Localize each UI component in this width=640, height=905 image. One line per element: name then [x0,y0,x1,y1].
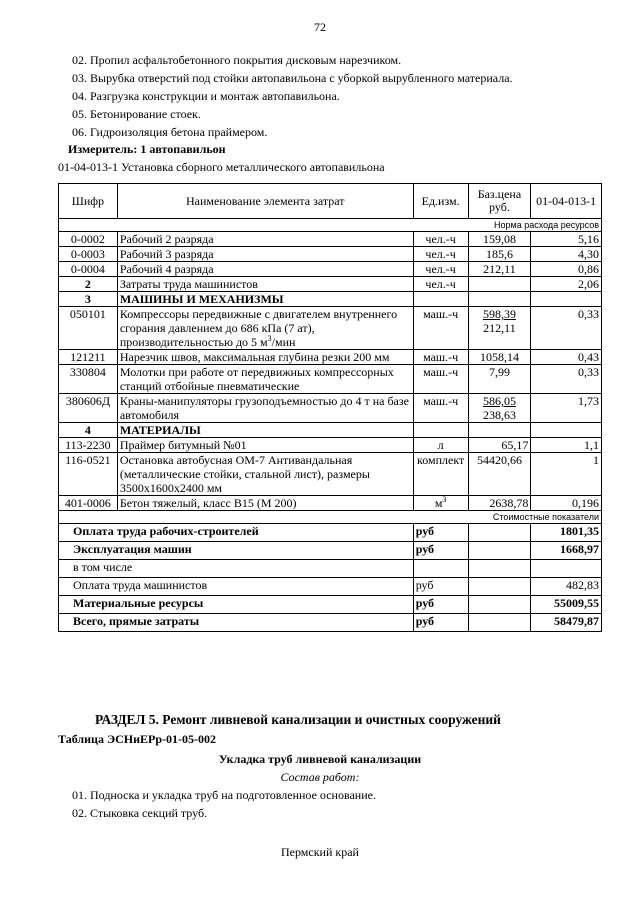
total-value: 1801,35 [531,524,602,542]
row-unit: маш.-ч [413,394,468,423]
table-row [59,453,602,496]
row-unit: маш.-ч [413,350,468,365]
total-value: 58479,87 [531,614,602,632]
row-price: 54420,66 [468,453,531,496]
row-name: МАТЕРИАЛЫ [117,423,413,438]
table-row [59,496,602,511]
row-name: Праймер битумный №01 [117,438,413,453]
cost-table [58,183,602,632]
row-unit: маш.-ч [413,365,468,394]
row-price: 1058,14 [468,350,531,365]
total-unit: руб [413,578,468,596]
row-code: 0-0004 [59,262,118,277]
table-row [59,307,602,350]
row-code: 0-0002 [59,232,118,247]
total-value: 55009,55 [531,596,602,614]
norm-caption-row [59,219,602,232]
total-row [59,596,602,614]
row-value: 1,73 [531,394,602,423]
row-code: 3 [59,292,118,307]
total-row [59,524,602,542]
norm-caption: Норма расхода ресурсов [59,219,602,232]
row-code: 4 [59,423,118,438]
total-value: 1668,97 [531,542,602,560]
total-value: 482,83 [531,578,602,596]
header-code: Шифр [59,184,118,219]
cost-caption: Стоимостные показатели [59,511,602,524]
row-code: 0-0003 [59,247,118,262]
total-unit: руб [413,596,468,614]
cost-caption-row [59,511,602,524]
total-label: Оплата труда рабочих-строителей [59,524,414,542]
header-name: Наименование элемента затрат [117,184,413,219]
table-row [59,365,602,394]
row-name: Рабочий 3 разряда [117,247,413,262]
table-row [59,438,602,453]
table-row [59,262,602,277]
page-number: 72 [314,20,326,34]
row-code: 116-0521 [59,453,118,496]
table-row [59,232,602,247]
total-label: Материальные ресурсы [59,596,414,614]
row-unit: комплект [413,453,468,496]
section-title: РАЗДЕЛ 5. Ремонт ливневой канализации и очистных сооружений [95,712,501,727]
total-unit: руб [413,524,468,542]
row-code: 050101 [59,307,118,350]
table-section-row [59,423,602,438]
row-price: 7,99 [468,365,531,394]
row-price: 212,11 [468,262,531,277]
row-code: 401-0006 [59,496,118,511]
row-name: Остановка автобусная ОМ-7 Антивандальная (металлические стойки, стальной лист), размеры 3500х1600х2400 мм [117,453,413,496]
total-row [59,542,602,560]
row-name: Молотки при работе от передвижных компрессорных станций отбойные пневматические [117,365,413,394]
item-code-title: 01-04-013-1 Установка сборного металлического автопавильона [58,160,385,174]
header-norm: 01-04-013-1 [531,184,602,219]
row-unit: маш.-ч [413,307,468,350]
row-code: 330804 [59,365,118,394]
header-unit: Ед.изм. [413,184,468,219]
row-value: 2,06 [531,277,602,292]
row-price [468,277,531,292]
table-row [59,247,602,262]
total-row [59,614,602,632]
row-code: 121211 [59,350,118,365]
footer-region: Пермский край [281,845,359,859]
row-name: Рабочий 2 разряда [117,232,413,247]
row-price: 598,39 212,11 [468,307,531,350]
row-name: Рабочий 4 разряда [117,262,413,277]
row-unit: чел.-ч [413,247,468,262]
work-item: 06. Гидроизоляция бетона праймером. [72,125,268,139]
work-item: 02. Пропил асфальтобетонного покрытия дисковым нарезчиком. [72,53,402,67]
work-item: 05. Бетонирование стоек. [72,107,201,121]
table-section-row [59,292,602,307]
total-label: в том числе [59,560,414,578]
row-value: 1,1 [531,438,602,453]
row-name: Компрессоры передвижные с двигателем внутреннего сгорания давлением до 686 кПа (7 ат), производительностью до 5 $м^3$/мин [117,307,413,350]
row-unit: чел.-ч [413,232,468,247]
total-unit: руб [413,614,468,632]
row-price: 159,08 [468,232,531,247]
row-name: Нарезчик швов, максимальная глубина резки 200 мм [117,350,413,365]
row-value: 5,16 [531,232,602,247]
row-name: Бетон тяжелый, класс В15 (М 200) [117,496,413,511]
total-label: Оплата труда машинистов [59,578,414,596]
composition-heading: Состав работ: [280,770,360,784]
row-name: МАШИНЫ И МЕХАНИЗМЫ [117,292,413,307]
total-unit: руб [413,542,468,560]
row-value: 0,33 [531,365,602,394]
work-item: 03. Вырубка отверстий под стойки автопавильона с уборкой вырубленного материала. [72,71,513,85]
row-unit: л [413,438,468,453]
row-unit: чел.-ч [413,277,468,292]
row-code: 2 [59,277,118,292]
row-value: 4,30 [531,247,602,262]
header-price: Баз.цена руб. [468,184,531,219]
row-value: 0,86 [531,262,602,277]
row-code: 113-2230 [59,438,118,453]
row-code: 380606Д [59,394,118,423]
total-label: Эксплуатация машин [59,542,414,560]
row-unit: чел.-ч [413,262,468,277]
row-name: Затраты труда машинистов [117,277,413,292]
work-item: 02. Стыковка секций труб. [72,806,208,820]
row-value: 1 [531,453,602,496]
table-row [59,350,602,365]
row-price: 65,17 [468,438,531,453]
table-row [59,394,602,423]
total-row [59,560,602,578]
row-name: Краны-манипуляторы грузоподъемностью до 4 т на базе автомобиля [117,394,413,423]
row-value: 0,33 [531,307,602,350]
table-row [59,277,602,292]
row-price: 185,6 [468,247,531,262]
work-item: 04. Разгрузка конструкции и монтаж автопавильона. [72,89,340,103]
work-item: 01. Подноска и укладка труб на подготовленное основание. [72,788,376,802]
total-label: Всего, прямые затраты [59,614,414,632]
row-value: 0,43 [531,350,602,365]
row-price: 2638,78 [468,496,531,511]
row-unit: $м^3$ [413,496,468,511]
row-price: 586,05 238,63 [468,394,531,423]
table-header-row [59,184,602,219]
row-value: 0,196 [531,496,602,511]
table-id: Таблица ЭСНиЕРр-01-05-002 [58,732,217,746]
total-row [59,578,602,596]
measure-unit: Измеритель: 1 автопавильон [68,142,226,156]
subtitle: Укладка труб ливневой канализации [218,752,422,766]
